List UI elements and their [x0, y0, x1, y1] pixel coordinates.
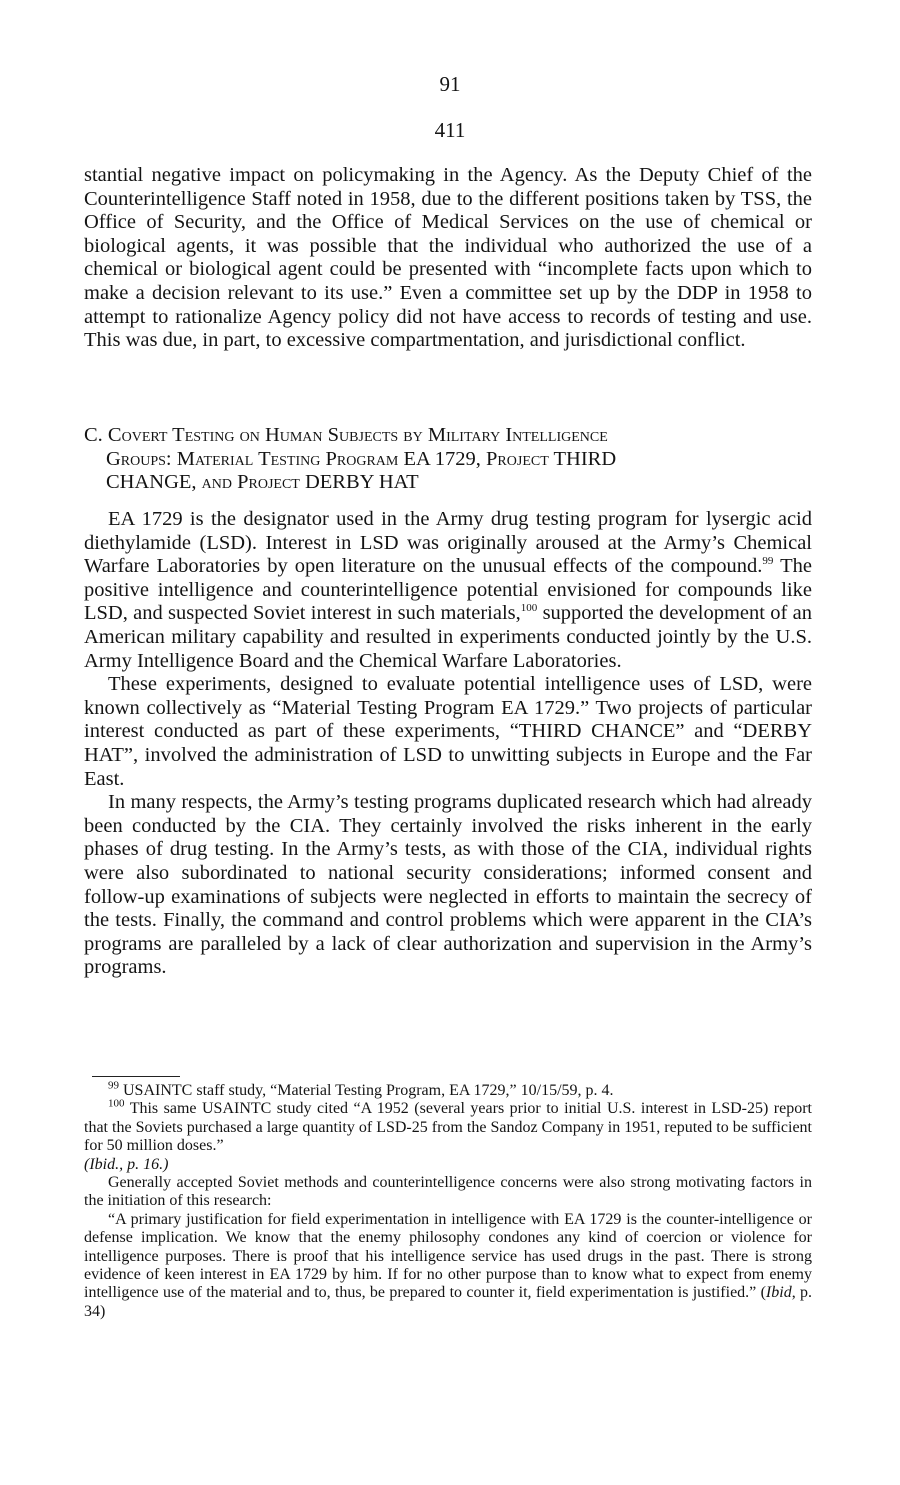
- footnote-100-cite-open: (: [756, 1284, 766, 1302]
- page-number-secondary: 411: [434, 118, 466, 142]
- footnote-100-cite-ibid: Ibid: [765, 1284, 792, 1302]
- footnote-99: [84, 1079, 812, 1100]
- footnote-100-cite-rest: , p. 34): [84, 1284, 813, 1320]
- footnote-100-text: This same USAINTC study cited “A 1952 (several years prior to initial U.S. interest in LSD-25) report that the Soviets purchased a large quantity of LSD-25 from the Sandoz Company in 1951, reputed to be sufficient for 50 million doses.”: [84, 1100, 812, 1155]
- paragraph-ea1729: [84, 508, 812, 673]
- footnote-ref-99: 99: [762, 555, 774, 568]
- paragraph-experiments: These experiments, designed to evaluate potential intelligence uses of LSD, were known collectively as “Material Testing Program EA 1729.” Two projects of particular interest conducted as part of these experiments, “THIRD CHANCE” and “DERBY HAT”, involved the administration of LSD to unwitting subjects in Europe and the Far East.: [84, 673, 812, 790]
- paragraph-ea1729-part-1: EA 1729 is the designator used in the Army drug testing program for lysergic acid diethylamide (LSD). Interest in LSD was originally aroused at the Army’s Chemical Warfare Laboratories by open literature on the unusual effects of the compound.: [84, 508, 812, 578]
- section-heading: [84, 424, 812, 495]
- footnote-100-continuation: Generally accepted Soviet methods and counterintelligence concerns were also strong motivating factors in the initiation of this research:: [84, 1174, 812, 1210]
- footnote-100-ibid: (Ibid., p. 16.): [84, 1155, 169, 1173]
- paragraph-ea1729-part-2: The positive intelligence and counterintelligence potential envisioned for compounds like LSD, and suspected Soviet interest in such materials,: [84, 555, 812, 625]
- footnote-99-number: 99: [108, 1079, 119, 1092]
- section-heading-line-1: C. Covert Testing on Human Subjects by Military Intelligence: [84, 424, 608, 446]
- footnote-99-text: USAINTC staff study, “Material Testing Program, EA 1729,” 10/15/59, p. 4.: [119, 1082, 614, 1099]
- footnote-divider: [92, 1076, 180, 1077]
- footnotes-block: [84, 1079, 813, 1321]
- section-heading-line-2: Groups: Material Testing Program EA 1729, Project THIRD: [106, 447, 617, 470]
- paragraph-army-testing: In many respects, the Army’s testing programs duplicated research which had already been conducted by the CIA. They certainly involved the risks inherent in the early phases of drug testing. In the Army’s tests, as with those of the CIA, individual rights were also subordinated to national security considerations; informed consent and follow-up examinations of subjects were neglected in efforts to maintain the secrecy of the tests. Finally, the command and control problems which were apparent in the CIA’s programs are paralleled by a lack of clear authorization and supervision in the Army’s programs.: [84, 791, 812, 979]
- page-number-top: 91: [439, 72, 461, 96]
- footnote-100-number: 100: [108, 1098, 125, 1111]
- paragraph-counterintelligence: stantial negative impact on policymaking in the Agency. As the Deputy Chief of the Counterintelligence Staff noted in 1958, due to the different positions taken by TSS, the Office of Security, and the Office of Medical Services on the use of chemical or biological agents, it was possible that the individual who authorized the use of a chemical or biological agent could be presented with “incomplete facts upon which to make a decision relevant to its use.” Even a committee set up by the DDP in 1958 to attempt to rationalize Agency policy did not have access to records of testing and use. This was due, in part, to excessive compartmentation, and jurisdictional conflict.: [84, 164, 812, 352]
- paragraph-ea1729-part-3: supported the development of an American military capability and resulted in experiments conducted jointly by the U.S. Army Intelligence Board and the Chemical Warfare Laboratories.: [84, 602, 812, 672]
- footnote-100-quote-text: “A primary justification for field experimentation in intelligence with EA 1729 is the counter-intelligence or defense implication. We know that the enemy philosophy condones any kind of coercion or violence for intelligence purposes. There is proof that his intelligence service has used drugs in the past. There is strong evidence of keen interest in EA 1729 by him. If for no other purpose than to know what to expect from enemy intelligence use of the material and to, thus, be prepared to counter it, field experimentation is justified.”: [84, 1210, 812, 1302]
- section-heading-line-3: CHANGE, and Project DERBY HAT: [106, 471, 419, 494]
- footnote-100-quote: [84, 1211, 812, 1321]
- footnote-100: [84, 1100, 812, 1155]
- footnote-ref-100: 100: [520, 602, 538, 615]
- opening-paragraph-block: [84, 164, 812, 353]
- main-text-block: [84, 508, 812, 980]
